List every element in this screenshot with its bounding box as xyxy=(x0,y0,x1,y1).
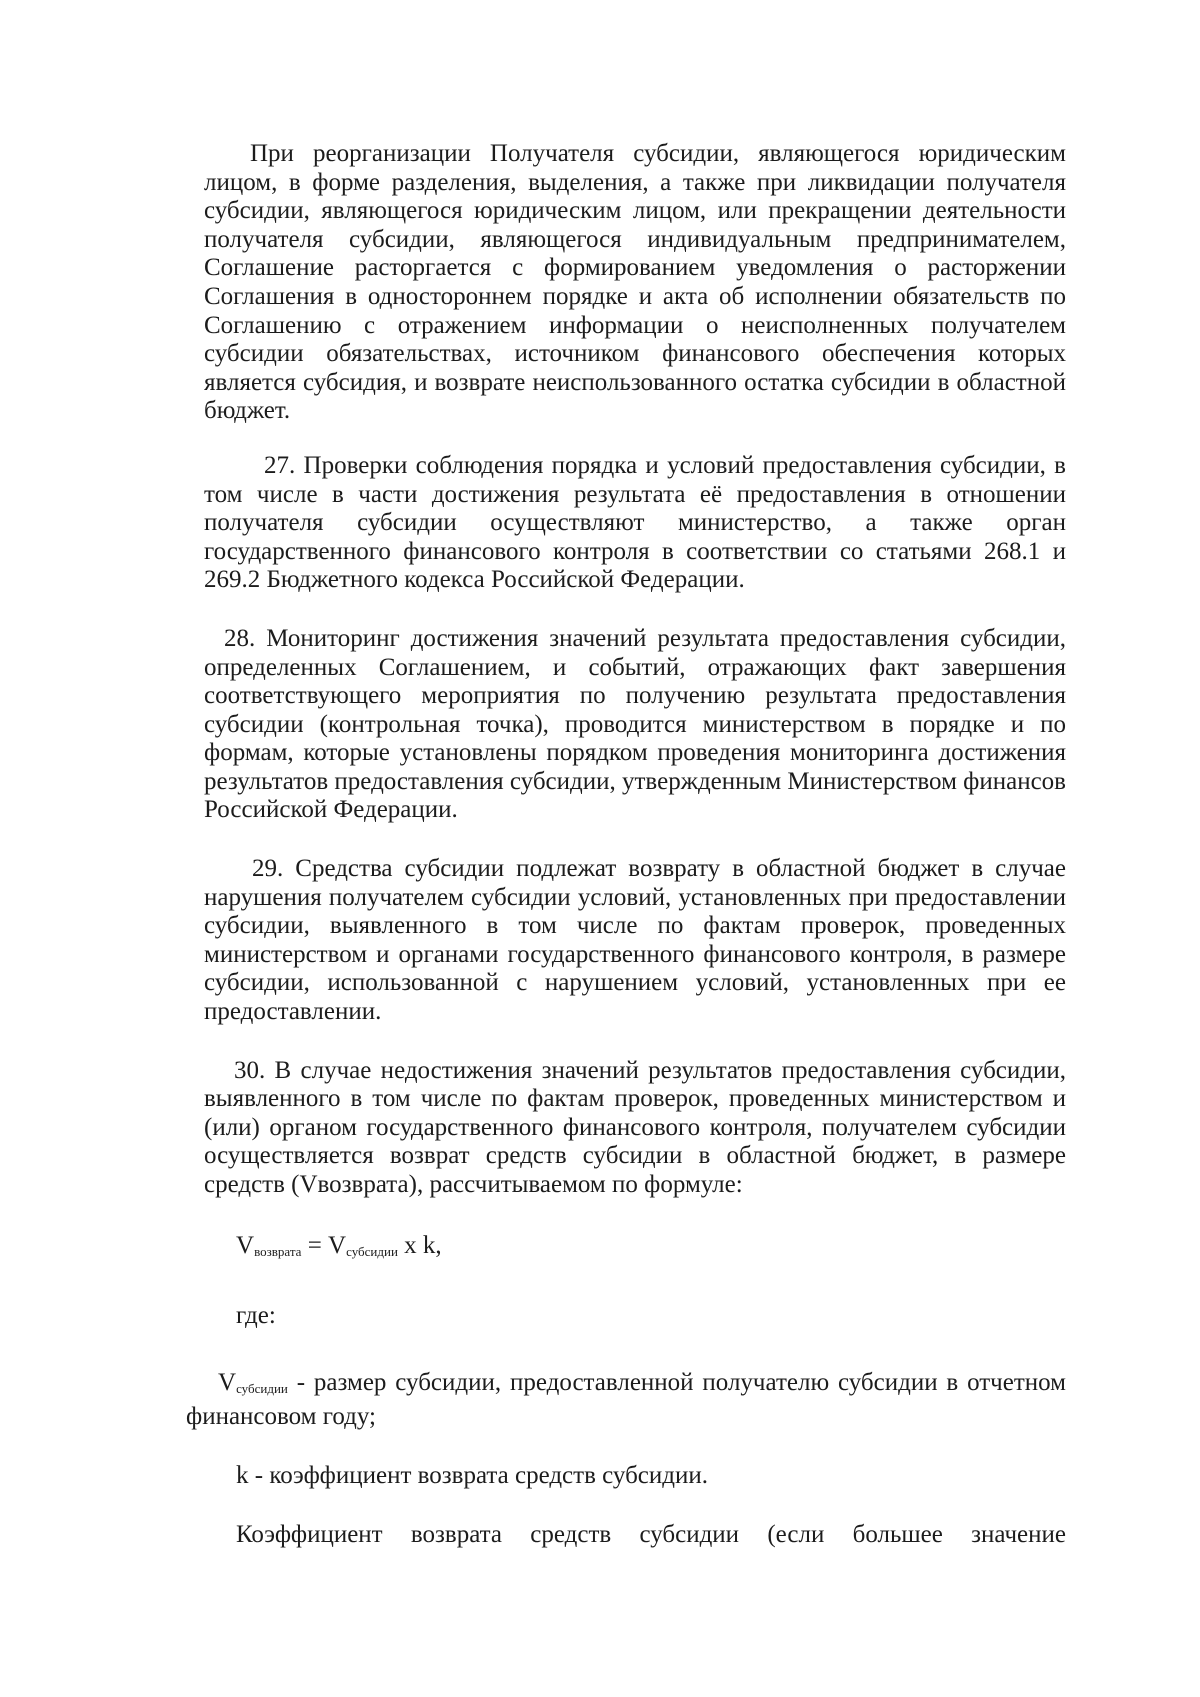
formula-v-return: V xyxy=(236,1231,255,1259)
formula-where: где: xyxy=(236,1302,276,1330)
formula-v-return-subscript: возврата xyxy=(254,1243,302,1259)
formula-v-subsidy: V xyxy=(328,1231,347,1259)
paragraph-29: 29. Средства субсидии подлежат возврату в областной бюджет в случае нарушения получателем субсидии условий, установленных при предоставлении субсидии, выявленного в том числе по фактам проверок, проведенных министерством и органами государственного финансового контроля, в размере субсидии, использованной с нарушением условий, установленных при ее предоставлении. xyxy=(204,855,1066,1026)
definition-v-symbol: V xyxy=(218,1368,237,1396)
formula-tail: x k, xyxy=(397,1231,442,1259)
definition-k: k - коэффициент возврата средств субсидии. xyxy=(236,1461,708,1489)
definition-v-subsidy xyxy=(186,1369,1066,1432)
paragraph-27: 27. Проверки соблюдения порядка и условий предоставления субсидии, в том числе в части достижения результата её предоставления в отношении получателя субсидии осуществляют министерство, а также орган государственного финансового контроля в соответствии со статьями 268.1 и 269.2 Бюджетного кодекса Российской Федерации. xyxy=(204,451,1066,594)
document-body xyxy=(186,140,1066,1549)
definition-v-subscript: субсидии xyxy=(236,1380,288,1396)
paragraph-28: 28. Мониторинг достижения значений результата предоставления субсидии, определенных Соглашением, и событий, отражающих факт завершения соответствующего мероприятия по получению результата предоставления субсидии (контрольная точка), проводится министерством в порядке и по формам, которые установлены порядком проведения мониторинга достижения результатов предоставления субсидии, утвержденным Министерством финансов Российской Федерации. xyxy=(204,624,1066,824)
formula-v-subsidy-subscript: субсидии xyxy=(346,1243,398,1259)
formula-equals: = xyxy=(301,1231,329,1259)
definition-v-text: - размер субсидии, предоставленной получателю субсидии в отчетном финансовом году; xyxy=(186,1368,1066,1431)
paragraph-reorganization: При реорганизации Получателя субсидии, являющегося юридическим лицом, в форме разделения, выделения, а также при ликвидации получателя субсидии, являющегося юридическим лицом, или прекращении деятельности получателя субсидии, являющегося индивидуальным предпринимателем, Соглашение расторгается с формированием уведомления о расторжении Соглашения в одностороннем порядке и акта об исполнении обязательств по Соглашению с отражением информации о неисполненных получателем субсидии обязательствах, источником финансового обеспечения которых является субсидия, и возврате неиспользованного остатка субсидии в областной бюджет. xyxy=(204,140,1066,425)
coefficient-line: Коэффициент возврата средств субсидии (если большее значение xyxy=(236,1520,1066,1548)
formula-return xyxy=(204,1232,1066,1267)
paragraph-30: 30. В случае недостижения значений результатов предоставления субсидии, выявленного в том числе по фактам проверок, проведенных министерством и (или) органом государственного финансового контроля, получателем субсидии осуществляется возврат средств субсидии в областной бюджет, в размере средств (Vвозврата), рассчитываемом по формуле: xyxy=(204,1056,1066,1198)
